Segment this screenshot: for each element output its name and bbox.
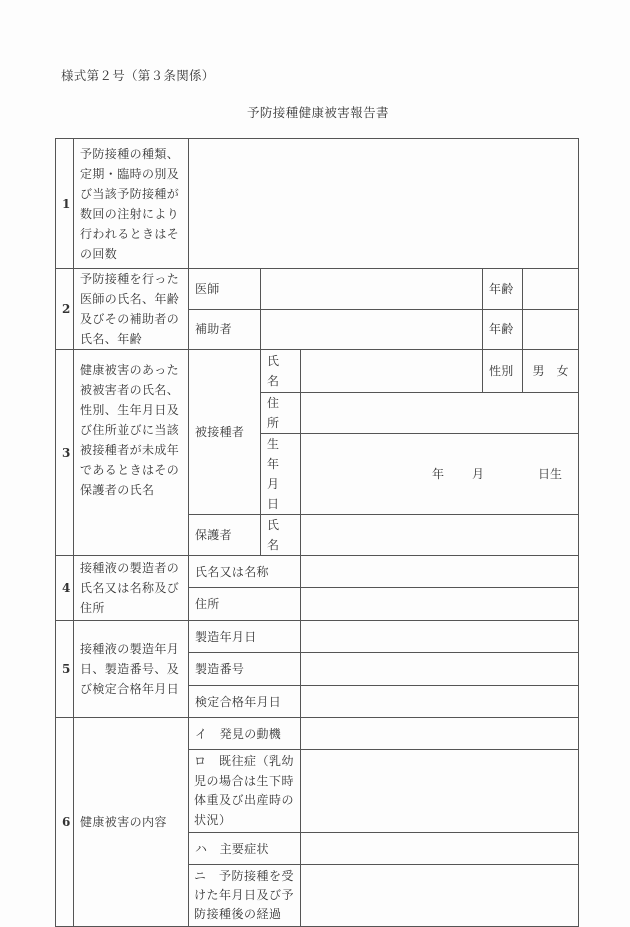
section-number: 6 (56, 718, 74, 927)
dob-day-label: 日生 (538, 467, 563, 481)
manufacturer-name-label: 氏名又は名称 (189, 556, 301, 588)
medical-history-field[interactable] (301, 750, 579, 833)
cert-date-label: 検定合格年月日 (189, 686, 301, 718)
main-symptoms-label: ハ 主要症状 (189, 833, 301, 865)
guardian-name-label: 氏名 (261, 515, 301, 556)
dob-year-label: 年 (432, 467, 445, 481)
section-5-row (56, 621, 579, 653)
assistant-age-field[interactable] (523, 309, 579, 350)
section-6-row (56, 718, 579, 750)
dob-label: 生 年 月日 (261, 434, 301, 515)
doctor-age-label: 年齢 (483, 269, 523, 310)
manufacturer-name-field[interactable] (301, 556, 579, 588)
vaccinee-name-field[interactable] (301, 350, 483, 393)
manufacturer-address-field[interactable] (301, 588, 579, 621)
sex-label: 性別 (483, 350, 523, 393)
manufacturer-address-label: 住所 (189, 588, 301, 621)
guardian-name-field[interactable] (301, 515, 579, 556)
assistant-age-label: 年齢 (483, 309, 523, 350)
mfg-date-label: 製造年月日 (189, 621, 301, 653)
doctor-age-field[interactable] (523, 269, 579, 310)
section-number: 3 (56, 350, 74, 556)
section-2-description: 予防接種を行った医師の氏名、年齢及びその補助者の氏名、年齢 (74, 269, 189, 350)
vaccinee-address-field[interactable] (301, 393, 579, 434)
cert-date-field[interactable] (301, 686, 579, 718)
vaccinee-address-label: 住所 (261, 393, 301, 434)
section-2-row (56, 269, 579, 310)
section-6-description: 健康被害の内容 (74, 718, 189, 927)
page-title: 予防接種健康被害報告書 (247, 105, 389, 120)
dob-month-label: 月 (472, 467, 485, 481)
mfg-date-field[interactable] (301, 621, 579, 653)
vaccination-course-field[interactable] (301, 865, 579, 927)
dob-field[interactable] (301, 434, 579, 515)
section-number: 2 (56, 269, 74, 350)
lot-number-field[interactable] (301, 653, 579, 686)
vaccinee-name-label: 氏名 (261, 350, 301, 393)
section-4-row (56, 556, 579, 588)
vaccination-course-label: ニ 予防接種を受けた年月日及び予防接種後の経過 (189, 865, 301, 927)
vaccine-type-field[interactable] (189, 139, 579, 269)
main-symptoms-field[interactable] (301, 833, 579, 865)
section-1-row (56, 139, 579, 269)
doctor-label: 医師 (189, 269, 261, 310)
section-3-description: 健康被害のあった被被害者の氏名、性別、生年月日及び住所並びに当該被接種者が未成年であるときはその保護者の氏名 (74, 350, 189, 556)
assistant-label: 補助者 (189, 309, 261, 350)
section-5-description: 接種液の製造年月日、製造番号、及び検定合格年月日 (74, 621, 189, 718)
section-number: 5 (56, 621, 74, 718)
report-form-table (55, 138, 579, 927)
section-number: 4 (56, 556, 74, 621)
vaccinee-label: 被接種者 (189, 350, 261, 515)
section-number: 1 (56, 139, 74, 269)
form-number: 様式第２号（第３条関係） (61, 68, 215, 83)
assistant-name-field[interactable] (261, 309, 483, 350)
doctor-name-field[interactable] (261, 269, 483, 310)
discovery-motive-label: イ 発見の動機 (189, 718, 301, 750)
discovery-motive-field[interactable] (301, 718, 579, 750)
section-1-description: 予防接種の種類、定期・臨時の別及び当該予防接種が数回の注射により行われるときはその回数 (74, 139, 189, 269)
lot-number-label: 製造番号 (189, 653, 301, 686)
medical-history-label: ロ 既往症（乳幼児の場合は生下時体重及び出産時の状況） (189, 750, 301, 833)
section-4-description: 接種液の製造者の氏名又は名称及び住所 (74, 556, 189, 621)
guardian-label: 保護者 (189, 515, 261, 556)
section-3-row (56, 350, 579, 393)
sex-options[interactable]: 男 女 (523, 350, 579, 393)
